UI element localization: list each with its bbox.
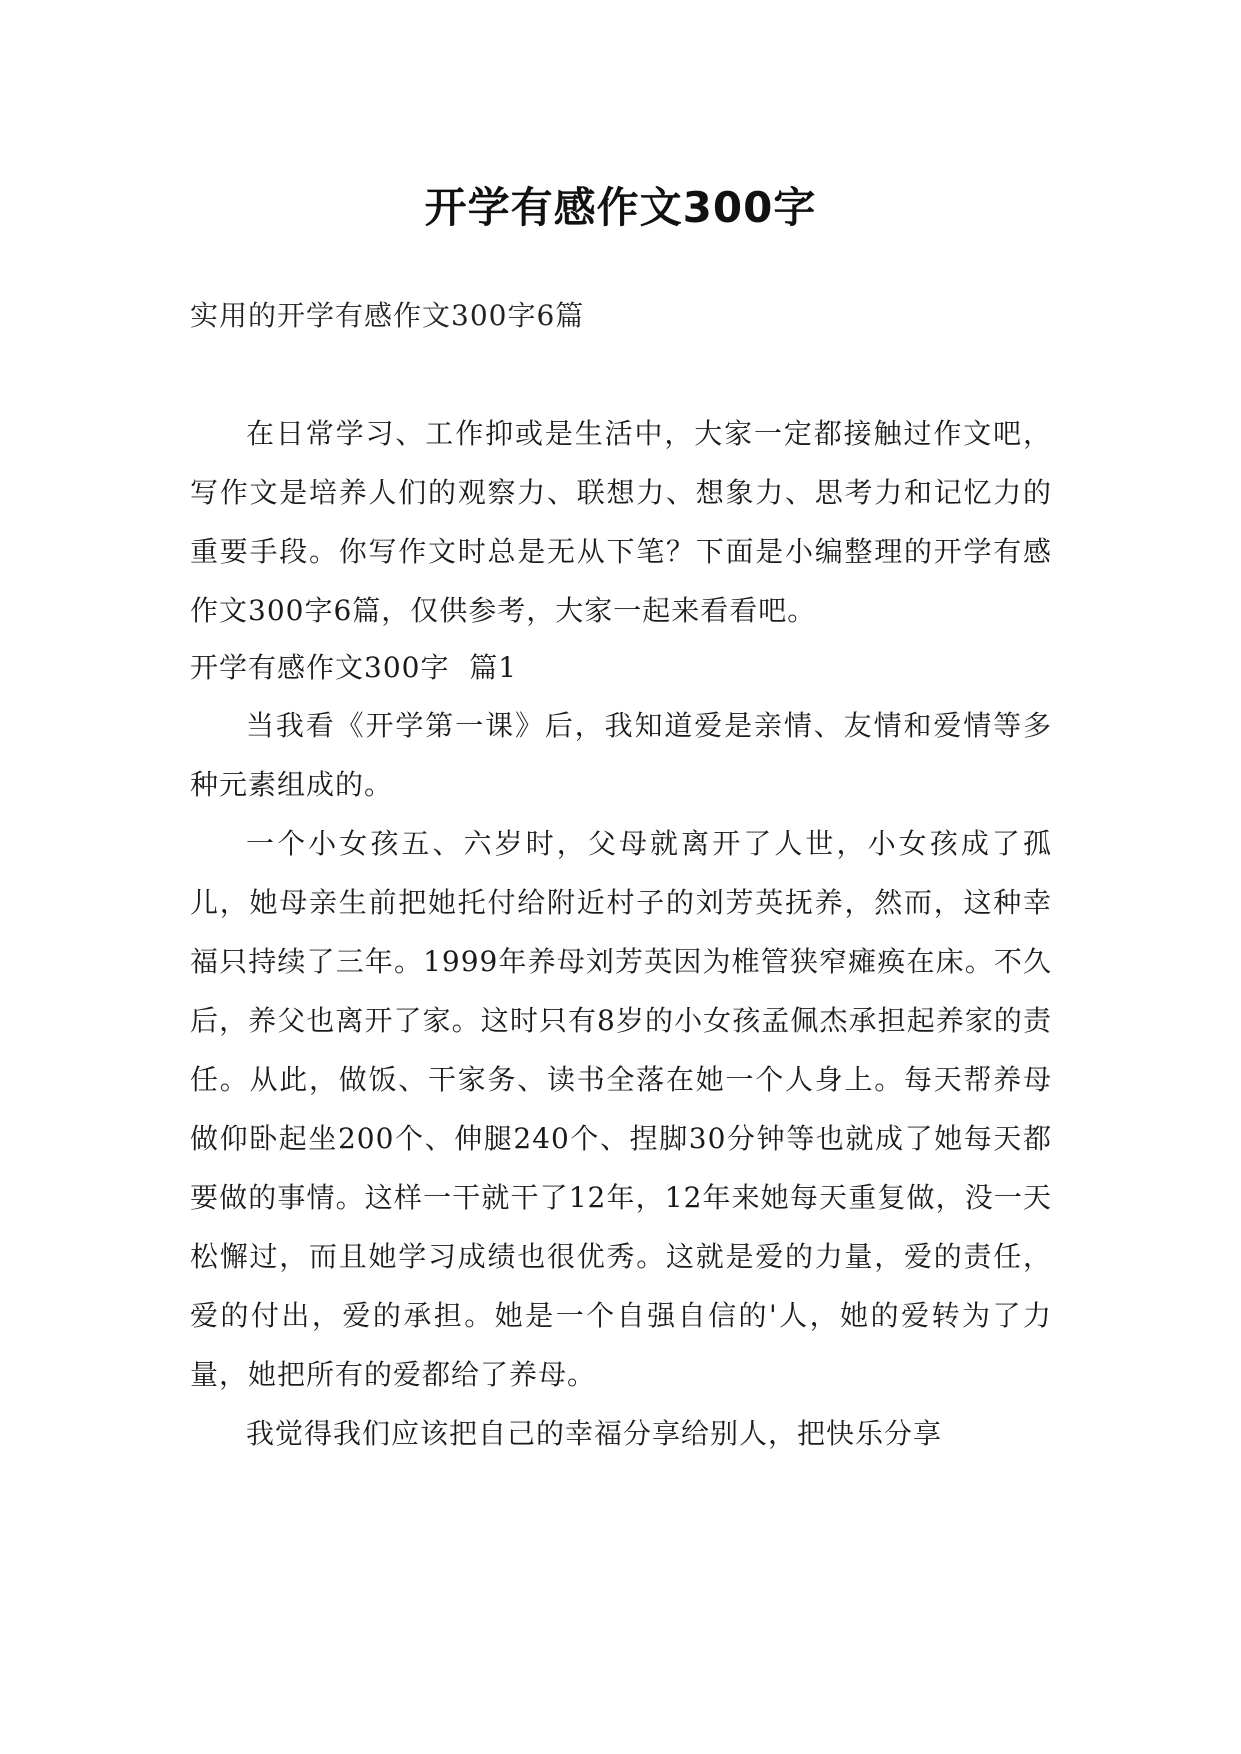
body-paragraph-3: 我觉得我们应该把自己的幸福分享给别人，把快乐分享	[246, 1417, 943, 1450]
document-subtitle: 实用的开学有感作文300字6篇	[190, 299, 585, 332]
document-title: 开学有感作文300字	[424, 183, 817, 233]
body-paragraph-2: 一个小女孩五、六岁时，父母就离开了人世，小女孩成了孤儿，她母亲生前把她托付给附近村子的刘芳英抚养，然而，这种幸福只持续了三年。1999年养母刘芳英因为椎管狭窄瘫痪在床。不久后，养父也离开了家。这时只有8岁的小女孩孟佩杰承担起养家的责任。从此，做饭、干家务、读书全落在她一个人身上。每天帮养母做仰卧起坐200个、伸腿240个、捏脚30分钟等也就成了她每天都要做的事情。这样一干就干了12年，12年来她每天重复做，没一天松懈过，而且她学习成绩也很优秀。这就是爱的力量，爱的责任，爱的付出，爱的承担。她是一个自强自信的'人，她的爱转为了力量，她把所有的爱都给了养母。	[190, 827, 1052, 1391]
intro-paragraph: 在日常学习、工作抑或是生活中，大家一定都接触过作文吧，写作文是培养人们的观察力、联想力、想象力、思考力和记忆力的重要手段。你写作文时总是无从下笔？下面是小编整理的开学有感作文300字6篇，仅供参考，大家一起来看看吧。	[190, 417, 1052, 627]
body-paragraph-1: 当我看《开学第一课》后，我知道爱是亲情、友情和爱情等多种元素组成的。	[190, 709, 1052, 801]
section-heading: 开学有感作文300字 篇1	[190, 651, 518, 684]
document-body	[190, 404, 1052, 1463]
